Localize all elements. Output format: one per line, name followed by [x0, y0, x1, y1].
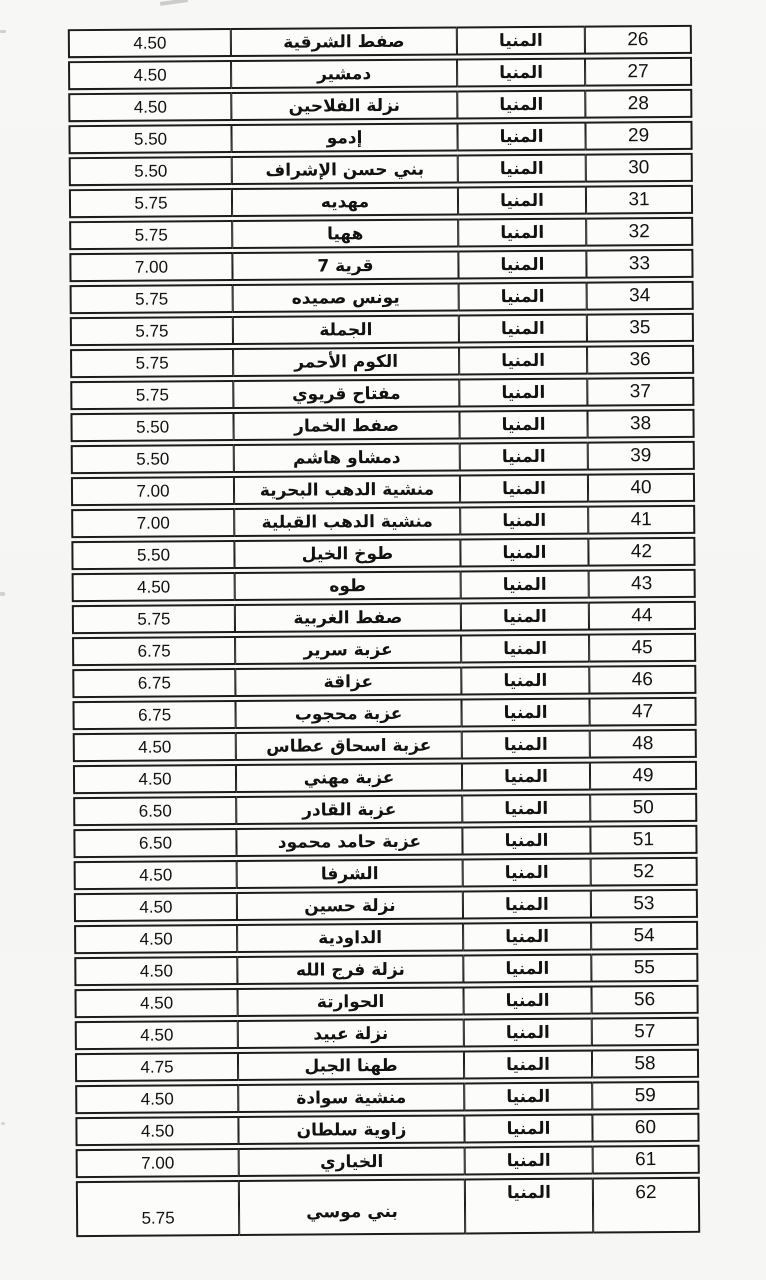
table-row — [74, 985, 698, 1018]
governorate-cell: المنيا — [463, 890, 591, 920]
governorate-cell: المنيا — [459, 314, 587, 344]
row-number-cell: 41 — [588, 505, 695, 535]
value-cell: 4.50 — [68, 60, 231, 90]
village-name-cell: ههيا — [232, 218, 458, 249]
governorate-cell: المنيا — [465, 1178, 593, 1235]
row-number-cell: 39 — [588, 441, 695, 471]
table-scan-area — [68, 22, 700, 1240]
value-cell: 6.75 — [72, 636, 235, 666]
value-cell: 5.50 — [71, 540, 234, 570]
governorate-cell: المنيا — [461, 634, 589, 664]
table-row — [72, 601, 696, 634]
governorate-cell: المنيا — [463, 858, 591, 888]
row-number-cell: 61 — [593, 1145, 700, 1175]
governorate-cell: المنيا — [463, 922, 591, 952]
table-row — [74, 857, 698, 890]
value-cell: 4.50 — [74, 924, 237, 954]
governorate-cell: المنيا — [457, 26, 585, 56]
governorate-cell: المنيا — [464, 1114, 592, 1144]
row-number-cell: 62 — [593, 1177, 700, 1234]
governorate-cell: المنيا — [457, 90, 585, 120]
value-cell: 4.50 — [68, 28, 231, 58]
value-cell: 5.75 — [72, 604, 235, 634]
scan-artifact — [0, 30, 6, 33]
row-number-cell: 50 — [590, 793, 697, 823]
governorate-cell: المنيا — [464, 1050, 592, 1080]
governorate-cell: المنيا — [460, 506, 588, 536]
value-cell: 5.75 — [70, 284, 233, 314]
table-row — [76, 1177, 700, 1237]
row-number-cell: 57 — [592, 1017, 699, 1047]
table-row — [72, 697, 696, 730]
table-row — [73, 793, 697, 826]
village-name-cell: صفط الخمار — [233, 410, 459, 441]
value-cell: 4.50 — [75, 1116, 238, 1146]
village-name-cell: الكوم الأحمر — [233, 346, 459, 377]
row-number-cell: 56 — [591, 985, 698, 1015]
governorate-cell: المنيا — [459, 378, 587, 408]
table-row — [73, 761, 697, 794]
table-row — [71, 537, 695, 570]
governorate-cell: المنيا — [461, 602, 589, 632]
village-name-cell: منشية الدهب البحرية — [234, 474, 460, 505]
row-number-cell: 55 — [591, 953, 698, 983]
value-cell: 6.50 — [73, 796, 236, 826]
value-cell: 6.75 — [72, 700, 235, 730]
table-row — [68, 121, 692, 154]
value-cell: 4.50 — [74, 860, 237, 890]
village-name-cell: عزبة سرير — [235, 634, 461, 665]
governorate-cell: المنيا — [464, 1018, 592, 1048]
village-name-cell: الشرفا — [237, 858, 463, 889]
row-number-cell: 35 — [587, 313, 694, 343]
value-cell: 4.50 — [73, 764, 236, 794]
village-name-cell: بني حسن الإشراف — [232, 154, 458, 185]
governorate-cell: المنيا — [458, 218, 586, 248]
village-name-cell: الجملة — [233, 314, 459, 345]
value-cell: 5.75 — [70, 316, 233, 346]
governorate-cell: المنيا — [458, 154, 586, 184]
governorate-cell: المنيا — [462, 794, 590, 824]
village-name-cell: مفتاح قريوي — [233, 378, 459, 409]
governorate-cell: المنيا — [464, 1082, 592, 1112]
value-cell: 4.75 — [75, 1052, 238, 1082]
village-name-cell: منشية سوادة — [238, 1082, 464, 1113]
table-row — [70, 409, 694, 442]
value-cell: 5.50 — [69, 156, 232, 186]
row-number-cell: 31 — [586, 185, 693, 215]
row-number-cell: 40 — [588, 473, 695, 503]
table-row — [70, 313, 694, 346]
value-cell: 4.50 — [72, 572, 235, 602]
village-name-cell: عزاقة — [235, 666, 461, 697]
row-number-cell: 27 — [585, 57, 692, 87]
table-row — [72, 569, 696, 602]
value-cell: 5.50 — [68, 124, 231, 154]
governorate-cell: المنيا — [461, 570, 589, 600]
village-name-cell: نزلة فرج الله — [237, 954, 463, 985]
table-row — [75, 1081, 699, 1114]
row-number-cell: 54 — [591, 921, 698, 951]
governorate-cell: المنيا — [460, 442, 588, 472]
village-name-cell: قرية 7 — [232, 250, 458, 281]
village-name-cell: عزبة مهني — [236, 762, 462, 793]
village-name-cell: يونس صميده — [233, 282, 459, 313]
value-cell: 6.75 — [72, 668, 235, 698]
table-row — [69, 153, 693, 186]
village-name-cell: طوخ الخيل — [234, 538, 460, 569]
table-row — [70, 345, 694, 378]
value-cell: 4.50 — [75, 1084, 238, 1114]
table-row — [74, 953, 698, 986]
value-cell: 7.00 — [76, 1148, 239, 1178]
village-name-cell: دمشير — [231, 58, 457, 89]
table-row — [69, 185, 693, 218]
table-row — [74, 889, 698, 922]
row-number-cell: 53 — [591, 889, 698, 919]
row-number-cell: 49 — [590, 761, 697, 791]
table-row — [69, 249, 693, 282]
governorate-cell: المنيا — [459, 282, 587, 312]
village-name-cell: عزبة حامد محمود — [236, 826, 462, 857]
value-cell: 4.50 — [74, 892, 237, 922]
value-cell: 5.50 — [70, 412, 233, 442]
governorate-cell: المنيا — [458, 250, 586, 280]
value-cell: 7.00 — [71, 476, 234, 506]
village-name-cell: طوه — [235, 570, 461, 601]
governorate-cell: المنيا — [465, 1146, 593, 1176]
row-number-cell: 29 — [585, 121, 692, 151]
governorate-cell: المنيا — [460, 474, 588, 504]
governorate-cell: المنيا — [462, 730, 590, 760]
scan-artifact — [1, 1122, 5, 1125]
governorate-cell: المنيا — [463, 986, 591, 1016]
village-name-cell: نزلة عبيد — [238, 1018, 464, 1049]
row-number-cell: 38 — [587, 409, 694, 439]
value-cell: 4.50 — [75, 1020, 238, 1050]
table-row — [69, 217, 693, 250]
table-row — [71, 441, 695, 474]
value-cell: 4.50 — [73, 732, 236, 762]
row-number-cell: 34 — [587, 281, 694, 311]
governorate-cell: المنيا — [457, 58, 585, 88]
village-name-cell: صفط الغربية — [235, 602, 461, 633]
table-row — [75, 1049, 699, 1082]
table-row — [68, 89, 692, 122]
table-row — [70, 377, 694, 410]
village-name-cell: دمشاو هاشم — [234, 442, 460, 473]
governorate-cell: المنيا — [463, 954, 591, 984]
table-row — [72, 665, 696, 698]
village-name-cell: نزلة الفلاحين — [231, 90, 457, 121]
row-number-cell: 42 — [588, 537, 695, 567]
table-row — [68, 25, 692, 58]
value-cell: 4.50 — [68, 92, 231, 122]
value-cell: 5.75 — [69, 188, 232, 218]
village-name-cell: عزبة القادر — [236, 794, 462, 825]
row-number-cell: 52 — [591, 857, 698, 887]
table-row — [75, 1017, 699, 1050]
governorate-cell: المنيا — [461, 698, 589, 728]
governorate-cell: المنيا — [461, 666, 589, 696]
village-name-cell: بني موسي — [239, 1178, 465, 1236]
value-cell: 5.75 — [76, 1180, 239, 1237]
value-cell: 5.50 — [71, 444, 234, 474]
table-row — [72, 633, 696, 666]
row-number-cell: 44 — [589, 601, 696, 631]
village-name-cell: الخياري — [239, 1146, 465, 1177]
governorate-cell: المنيا — [460, 538, 588, 568]
village-name-cell: إدمو — [231, 122, 457, 153]
row-number-cell: 48 — [590, 729, 697, 759]
value-cell: 4.50 — [74, 988, 237, 1018]
value-cell: 7.00 — [71, 508, 234, 538]
governorate-cell: المنيا — [459, 410, 587, 440]
row-number-cell: 45 — [589, 633, 696, 663]
village-name-cell: عزبة محجوب — [235, 698, 461, 729]
table-row — [71, 473, 695, 506]
governorate-cell: المنيا — [458, 186, 586, 216]
governorate-cell: المنيا — [457, 122, 585, 152]
scan-artifact — [0, 592, 5, 596]
row-number-cell: 26 — [585, 25, 692, 55]
value-cell: 6.50 — [73, 828, 236, 858]
table-row — [75, 1113, 699, 1146]
village-name-cell: صفط الشرقية — [231, 26, 457, 57]
village-name-cell: زاوية سلطان — [238, 1114, 464, 1145]
table-row — [74, 921, 698, 954]
scan-artifact — [160, 0, 188, 6]
value-cell: 5.75 — [70, 348, 233, 378]
table-row — [73, 729, 697, 762]
village-name-cell: الحوارتة — [237, 986, 463, 1017]
village-name-cell: منشية الدهب القبلية — [234, 506, 460, 537]
table-row — [68, 57, 692, 90]
row-number-cell: 37 — [587, 377, 694, 407]
row-number-cell: 60 — [592, 1113, 699, 1143]
row-number-cell: 32 — [586, 217, 693, 247]
village-name-cell: مهديه — [232, 186, 458, 217]
governorate-cell: المنيا — [459, 346, 587, 376]
value-cell: 4.50 — [74, 956, 237, 986]
row-number-cell: 46 — [589, 665, 696, 695]
governorate-cell: المنيا — [462, 826, 590, 856]
row-number-cell: 28 — [585, 89, 692, 119]
row-number-cell: 59 — [592, 1081, 699, 1111]
value-cell: 5.75 — [70, 380, 233, 410]
row-number-cell: 36 — [587, 345, 694, 375]
village-name-cell: طهنا الجبل — [238, 1050, 464, 1081]
table-row — [70, 281, 694, 314]
table-row — [71, 505, 695, 538]
village-name-cell: نزلة حسين — [237, 890, 463, 921]
row-number-cell: 51 — [590, 825, 697, 855]
table-row — [76, 1145, 700, 1178]
village-name-cell: الداودية — [237, 922, 463, 953]
village-name-cell: عزبة اسحاق عطاس — [236, 730, 462, 761]
row-number-cell: 33 — [586, 249, 693, 279]
governorate-cell: المنيا — [462, 762, 590, 792]
villages-table — [68, 22, 700, 1240]
table-row — [73, 825, 697, 858]
value-cell: 5.75 — [69, 220, 232, 250]
row-number-cell: 58 — [592, 1049, 699, 1079]
row-number-cell: 47 — [589, 697, 696, 727]
row-number-cell: 43 — [589, 569, 696, 599]
value-cell: 7.00 — [69, 252, 232, 282]
row-number-cell: 30 — [586, 153, 693, 183]
villages-table-body — [68, 25, 700, 1237]
